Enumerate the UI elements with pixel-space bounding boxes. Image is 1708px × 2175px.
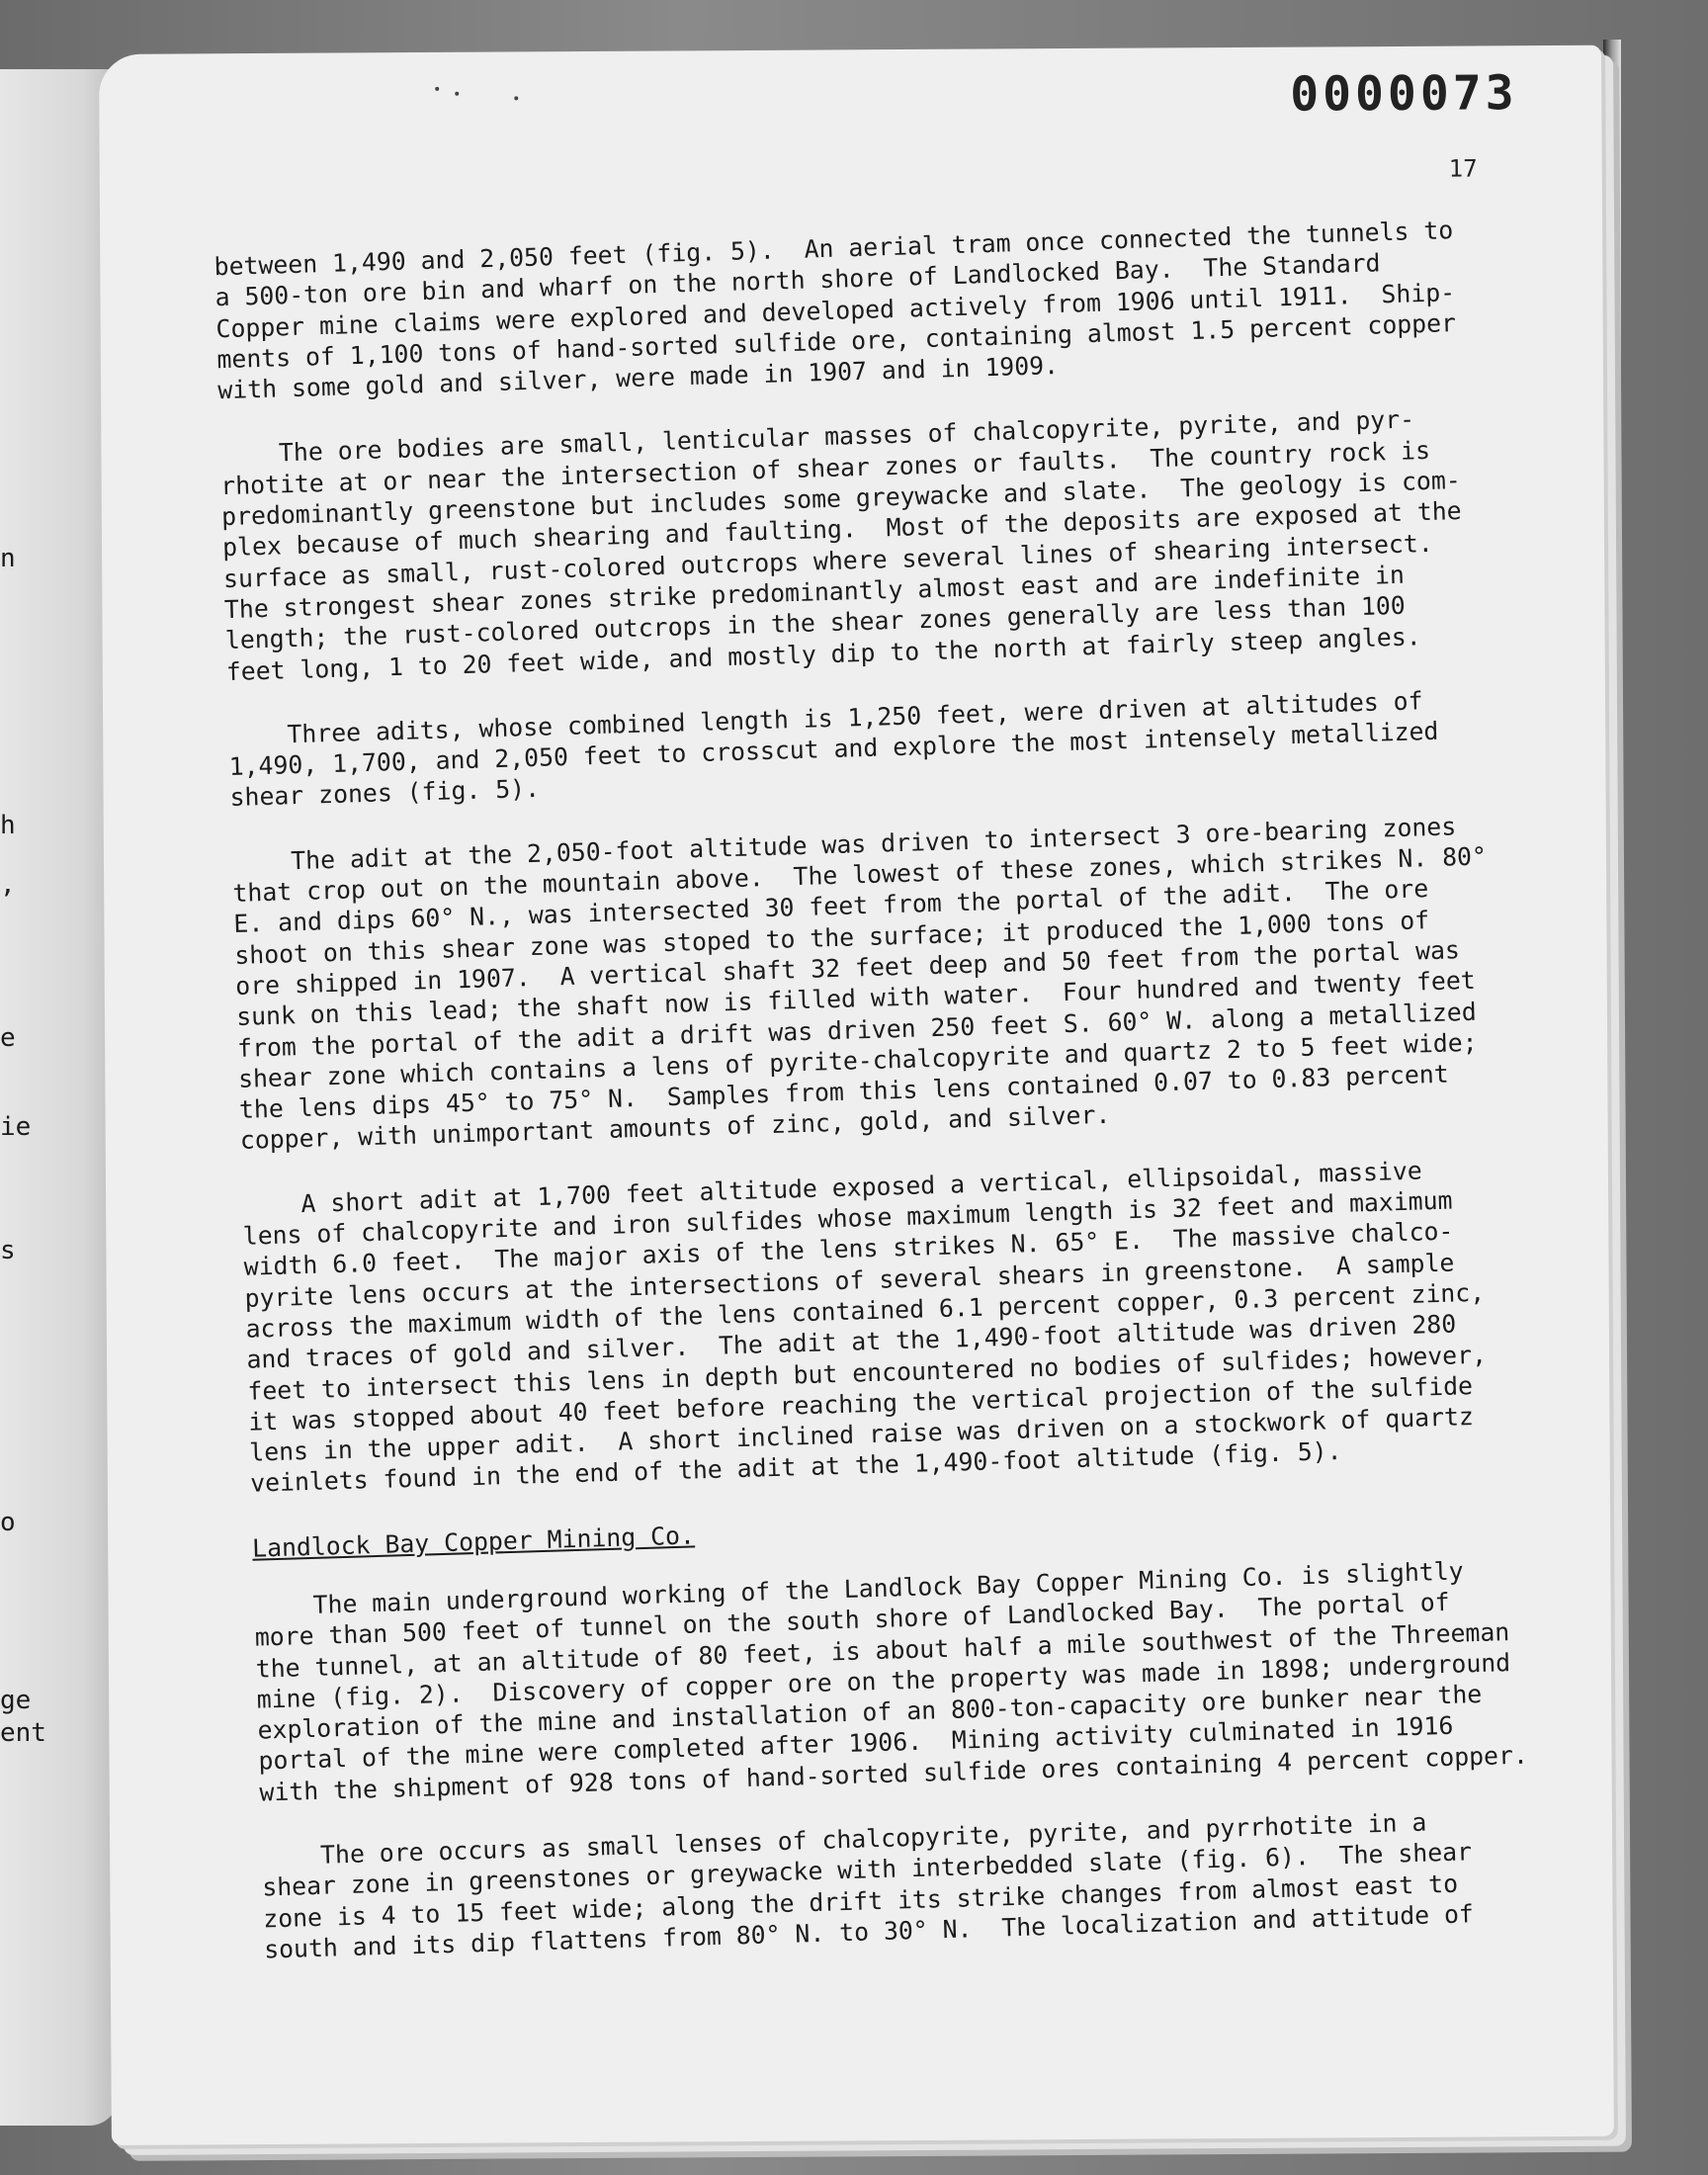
paragraph: Three adits, whose combined length is 1,250 feet, were driven at altitudes of 1,490, 1,700, and 2,050 feet to crosscut and explore the most intensely metallized shear zones (fig. 5). <box>227 686 1439 813</box>
paragraph: The main underground working of the Landlock Bay Copper Mining Co. is slightly more than 500 feet of tunnel on the south shore of Landlocked Bay. The portal of the tunnel, at an altitude of 80 feet, is about half a mile southwest of the Threeman mine (fig. 2). Discovery of copper ore on the property was made in 1898; underground exploration of the mine and installation of an 800-ton-capacity ore bunker near the portal of the mine were completed after 1906. Mining activity culminated in 1916 with the shipment of 928 tons of hand-sorted sulfide ores containing 4 percent copper. <box>253 1556 1529 1807</box>
paragraph: The adit at the 2,050-foot altitude was driven to intersect 3 ore-bearing zones that crop out on the mountain above. The lowest of these zones, which strikes N. 80° E. and dips 60° N., was intersected 30 feet from the portal of the adit. The ore shoot on this shear zone was stoped to the surface; it produced the 1,000 tons of ore shipped in 1907. A vertical shaft 32 feet deep and 50 feet from the portal was sunk on this lead; the shaft now is filled with water. Four hundred and twenty feet from the portal of the adit a drift was driven 250 feet S. 60° W. along a metallized shear zone which contains a lens of pyrite-chalcopyrite and quartz 2 to 5 feet wide; the lens dips 45° to 75° N. Samples from this lens contained 0.07 to 0.83 percent copper, with unimportant amounts of zinc, gold, and silver. <box>231 812 1488 1156</box>
facing-page-fragment: e <box>0 1023 16 1053</box>
paragraph: between 1,490 and 2,050 feet (fig. 5). An aerial tram once connected the tunnels to a 500-ton ore bin and wharf on the north shore of Landlocked Bay. The Standard Copper mine claims were explored and developed actively from 1906 until 1911. Ship- ments of 1,100 tons of hand-sorted sulfide ore, containing almost 1.5 percent copper with some gold and silver, were made in 1907 and in 1909. <box>214 216 1457 405</box>
page-number: 17 <box>1448 154 1478 183</box>
scan-speck <box>435 87 439 91</box>
body-text <box>214 210 1668 1999</box>
scan-speck <box>514 96 518 100</box>
document-control-number: 0000073 <box>1290 65 1518 123</box>
document-page <box>99 45 1614 2145</box>
facing-page-fragment: ge <box>0 1686 32 1715</box>
facing-page-fragment: o <box>0 1508 16 1537</box>
scan-speck <box>455 92 459 96</box>
facing-page-fragment: n <box>0 544 16 573</box>
facing-page-fragment: s <box>0 1236 16 1265</box>
paragraph: The ore bodies are small, lenticular masses of chalcopyrite, pyrite, and pyr- rhotite at or near the intersection of shear zones or faults. The country rock is predominantly greenstone but includes some greywacke and slate. The geology is com- plex because of much shearing and faulting. Most of the deposits are exposed at the surface as small, rust-colored outcrops where several lines of shearing intersect. The strongest shear zones strike predominantly almost east and are indefinite in length; the rust-colored outcrops in the shear zones generally are less than 100 feet long, 1 to 20 feet wide, and mostly dip to the north at fairly steep angles. <box>218 404 1463 686</box>
facing-page-fragment: , <box>0 870 16 900</box>
section-heading: Landlock Bay Copper Mining Co. <box>251 1521 696 1563</box>
facing-page-fragment: ent <box>0 1718 46 1748</box>
paragraph: The ore occurs as small lenses of chalcopyrite, pyrite, and pyrrhotite in a shear zone in greenstones or greywacke with interbedded slate (fig. 6). The shear zone is 4 to 15 feet wide; along the drift its strike changes from almost east to south and its dip flattens from 80° N. to 30° N. The localization and attitude of <box>260 1807 1475 1964</box>
facing-page-fragment: h <box>0 811 16 840</box>
paragraph: A short adit at 1,700 feet altitude exposed a vertical, ellipsoidal, massive lens of chalcopyrite and iron sulfides whose maximum length is 32 feet and maximum width 6.0 feet. The major axis of the lens strikes N. 65° E. The massive chalco- pyrite lens occurs at the intersections of several shears in greenstone. A sample across the maximum width of the lens contained 6.1 percent copper, 0.3 percent zinc, and traces of gold and silver. The adit at the 1,490-foot altitude was driven 280 feet to intersect this lens in depth but encountered no bodies of sulfides; however, it was stopped about 40 feet before reaching the vertical projection of the sulfide lens in the upper adit. A short inclined raise was driven on a stockwork of quartz veinlets found in the end of the adit at the 1,490-foot altitude (fig. 5). <box>241 1156 1488 1499</box>
facing-page-fragment: ie <box>0 1112 32 1142</box>
